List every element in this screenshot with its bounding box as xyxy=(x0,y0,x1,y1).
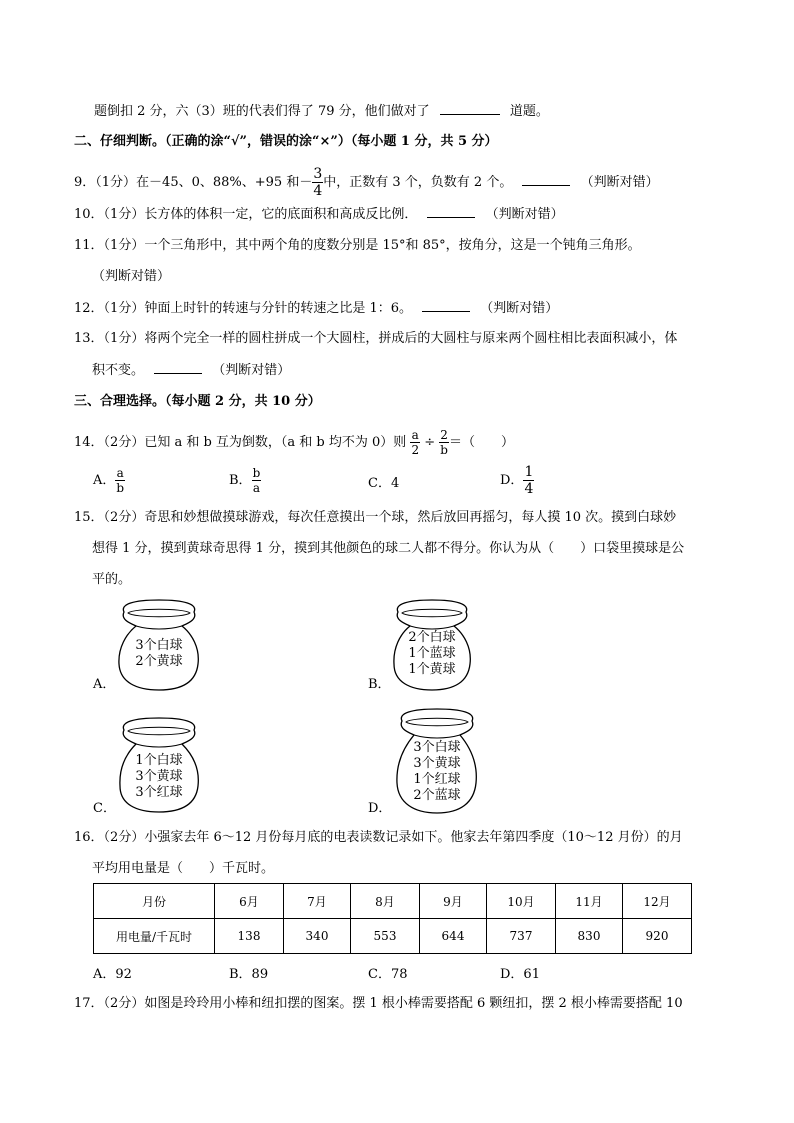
question-10 xyxy=(74,205,564,224)
judge-hint: （判断对错） xyxy=(212,363,291,378)
table-header-row xyxy=(94,884,692,919)
table-cell: 737 xyxy=(487,919,556,954)
option-c[interactable]: C．78 xyxy=(368,967,408,982)
section-2-title: 二、仔细判断。（正确的涂“√”，错误的涂“×”）（每小题 1 分，共 5 分） xyxy=(74,134,498,149)
option-a-label[interactable]: A． xyxy=(93,677,116,692)
question-12 xyxy=(74,299,558,318)
question-text: 9．（1分）在－45、0、88%、+95 和－ xyxy=(74,175,313,190)
table-cell: 553 xyxy=(351,919,420,954)
question-15-line3: 平的。 xyxy=(92,572,132,587)
answer-blank[interactable] xyxy=(440,102,500,115)
table-cell: 7月 xyxy=(284,884,351,919)
table-cell: 138 xyxy=(215,919,284,954)
option-b[interactable]: B． $\frac{b}{a}$ xyxy=(229,466,261,495)
answer-blank[interactable] xyxy=(422,299,470,312)
question-15: 15．（2分）奇思和妙想做摸球游戏，每次任意摸出一个球，然后放回再摇匀，每人摸 10 次。摸到白球妙 xyxy=(74,510,677,525)
question-text: 14．（2分）已知 a 和 b 互为倒数，（a 和 b 均不为 0）则 xyxy=(74,435,407,450)
bag-c-contents: 1个白球 3个黄球 3个红球 xyxy=(135,753,183,800)
answer-blank[interactable] xyxy=(154,361,202,374)
table-cell: 8月 xyxy=(351,884,420,919)
table-cell: 10月 xyxy=(487,884,556,919)
fraction-2-over-b: $\frac{2}{b}$ xyxy=(440,428,448,457)
table-cell: 340 xyxy=(284,919,351,954)
table-cell: 9月 xyxy=(420,884,487,919)
option-c[interactable]: C．4 xyxy=(368,476,400,491)
question-text: 10．（1分）长方体的体积一定，它的底面积和高成反比例． xyxy=(74,207,418,222)
question-17: 17．（2分）如图是玲玲用小棒和纽扣摆的图案。摆 1 根小棒需要搭配 6 颗纽扣，摆 2 根小棒需要搭配 10 xyxy=(74,996,683,1011)
question-8-continuation xyxy=(94,102,549,121)
section-3-title: 三、合理选择。（每小题 2 分，共 10 分） xyxy=(74,394,321,409)
table-cell: 12月 xyxy=(623,884,692,919)
question-text: 积不变。 xyxy=(92,363,145,378)
table-cell: 644 xyxy=(420,919,487,954)
question-text: 12．（1分）钟面上时针的转速与分针的转速之比是 1：6。 xyxy=(74,301,412,316)
question-13-continued xyxy=(92,361,290,380)
question-14 xyxy=(74,428,514,457)
table-cell: 月份 xyxy=(94,884,215,919)
table-cell: 830 xyxy=(556,919,623,954)
question-text: 题倒扣 2 分，六（3）班的代表们得了 79 分，他们做对了 xyxy=(94,104,430,119)
question-11-judge: （判断对错） xyxy=(92,269,171,284)
question-9 xyxy=(74,166,659,199)
table-cell: 11月 xyxy=(556,884,623,919)
option-a[interactable]: A．92 xyxy=(93,967,132,982)
question-16-line2: 平均用电量是（ ）千瓦时。 xyxy=(92,861,275,876)
question-15-line2: 想得 1 分，摸到黄球奇思得 1 分，摸到其他颜色的球二人都不得分。你认为从（ ）口袋里摸球是公 xyxy=(92,541,685,556)
fraction-a-over-2: $\frac{a}{2}$ xyxy=(411,428,420,457)
judge-hint: （判断对错） xyxy=(480,301,559,316)
table-cell: 6月 xyxy=(215,884,284,919)
option-b-label[interactable]: B． xyxy=(368,677,391,692)
option-b[interactable]: B．89 xyxy=(229,967,269,982)
question-text: 中，正数有 3 个，负数有 2 个。 xyxy=(323,175,513,190)
option-d[interactable]: D． $\frac{1}{4}$ xyxy=(500,464,534,497)
answer-paren: ＝（ ） xyxy=(448,435,514,450)
bag-a-contents: 3个白球 2个黄球 xyxy=(135,638,183,669)
question-11: 11．（1分）一个三角形中，其中两个角的度数分别是 15°和 85°，按角分，这是一个钝角三角形。 xyxy=(74,238,641,253)
table-cell: 920 xyxy=(623,919,692,954)
judge-hint: （判断对错） xyxy=(580,175,659,190)
electricity-table xyxy=(93,883,692,954)
option-c-label[interactable]: C． xyxy=(93,801,116,816)
bag-b-contents: 2个白球 1个蓝球 1个黄球 xyxy=(408,630,456,677)
option-a[interactable]: A． $\frac{a}{b}$ xyxy=(93,466,125,495)
answer-blank[interactable] xyxy=(427,205,475,218)
judge-hint: （判断对错） xyxy=(485,207,564,222)
question-text-suffix: 道题。 xyxy=(509,104,549,119)
option-d[interactable]: D．61 xyxy=(500,967,540,982)
table-cell: 用电量/千瓦时 xyxy=(94,919,215,954)
fraction: $\frac{3}{4}$ xyxy=(313,166,323,199)
question-16: 16．（2分）小强家去年 6～12 月份每月底的电表读数记录如下。他家去年第四季度（10～12 月份）的月 xyxy=(74,830,683,845)
table-row xyxy=(94,919,692,954)
option-d-label[interactable]: D． xyxy=(368,801,392,816)
bag-d-contents: 3个白球 3个黄球 1个红球 2个蓝球 xyxy=(413,740,461,803)
answer-blank[interactable] xyxy=(522,173,570,186)
question-13: 13．（1分）将两个完全一样的圆柱拼成一个大圆柱，拼成后的大圆柱与原来两个圆柱相比表面积减小，体 xyxy=(74,331,678,346)
divide-sign: ÷ xyxy=(424,435,436,450)
